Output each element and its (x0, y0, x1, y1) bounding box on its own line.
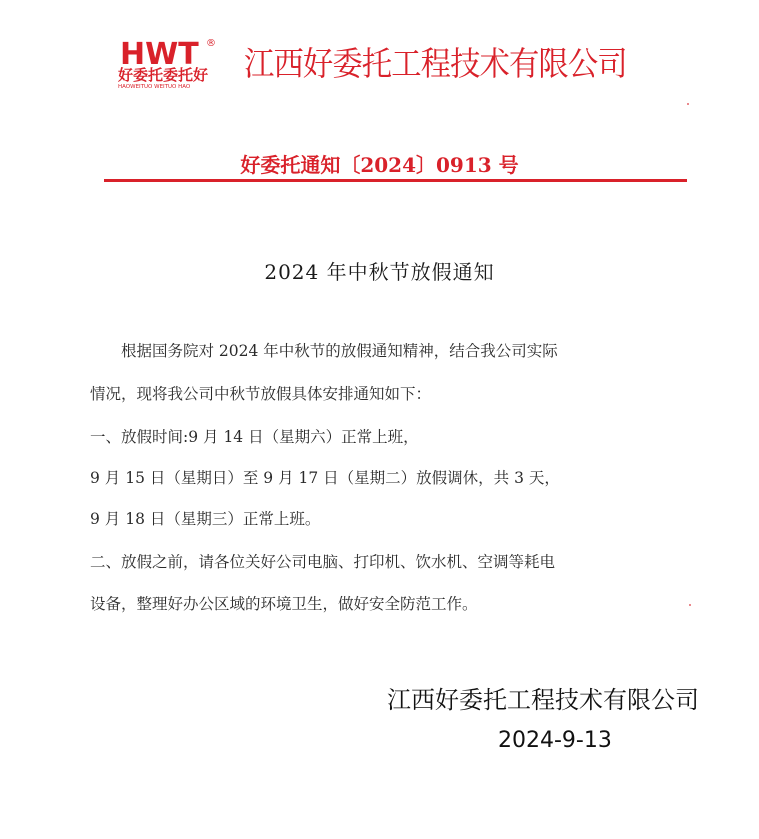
registered-mark: ® (206, 38, 216, 49)
company-header-name: 江西好委托工程技术有限公司 (244, 44, 627, 83)
paragraph-line: 9 月 18 日（星期三）正常上班。 (90, 510, 321, 528)
document-number: 好委托通知〔2024〕0913 号 (240, 153, 519, 177)
paragraph-line: 设备，整理好办公区域的环境卫生，做好安全防范工作。 (90, 595, 478, 613)
company-logo (112, 34, 230, 90)
paragraph-line: 二、放假之前，请各位关好公司电脑、打印机、饮水机、空调等耗电 (90, 553, 556, 571)
logo-pinyin: HAOWEITUO WEITUO HAO (118, 84, 191, 90)
red-divider (104, 179, 687, 182)
scan-speck (689, 604, 691, 606)
paragraph-line: 情况，现将我公司中秋节放假具体安排通知如下： (90, 385, 432, 403)
notice-title: 2024 年中秋节放假通知 (264, 260, 495, 284)
scan-speck (687, 103, 689, 105)
logo-chinese-name: 好委托委托好 (118, 66, 209, 84)
paragraph-line: 一、放假时间:9 月 14 日（星期六）正常上班， (90, 428, 419, 446)
paragraph-line: 9 月 15 日（星期日）至 9 月 17 日（星期二）放假调休，共 3 天， (90, 469, 560, 487)
signature-date: 2024-9-13 (498, 728, 612, 753)
signature-company: 江西好委托工程技术有限公司 (387, 686, 699, 714)
logo-mark: HWT (120, 37, 199, 72)
paragraph-line: 根据国务院对 2024 年中秋节的放假通知精神，结合我公司实际 (90, 342, 558, 360)
